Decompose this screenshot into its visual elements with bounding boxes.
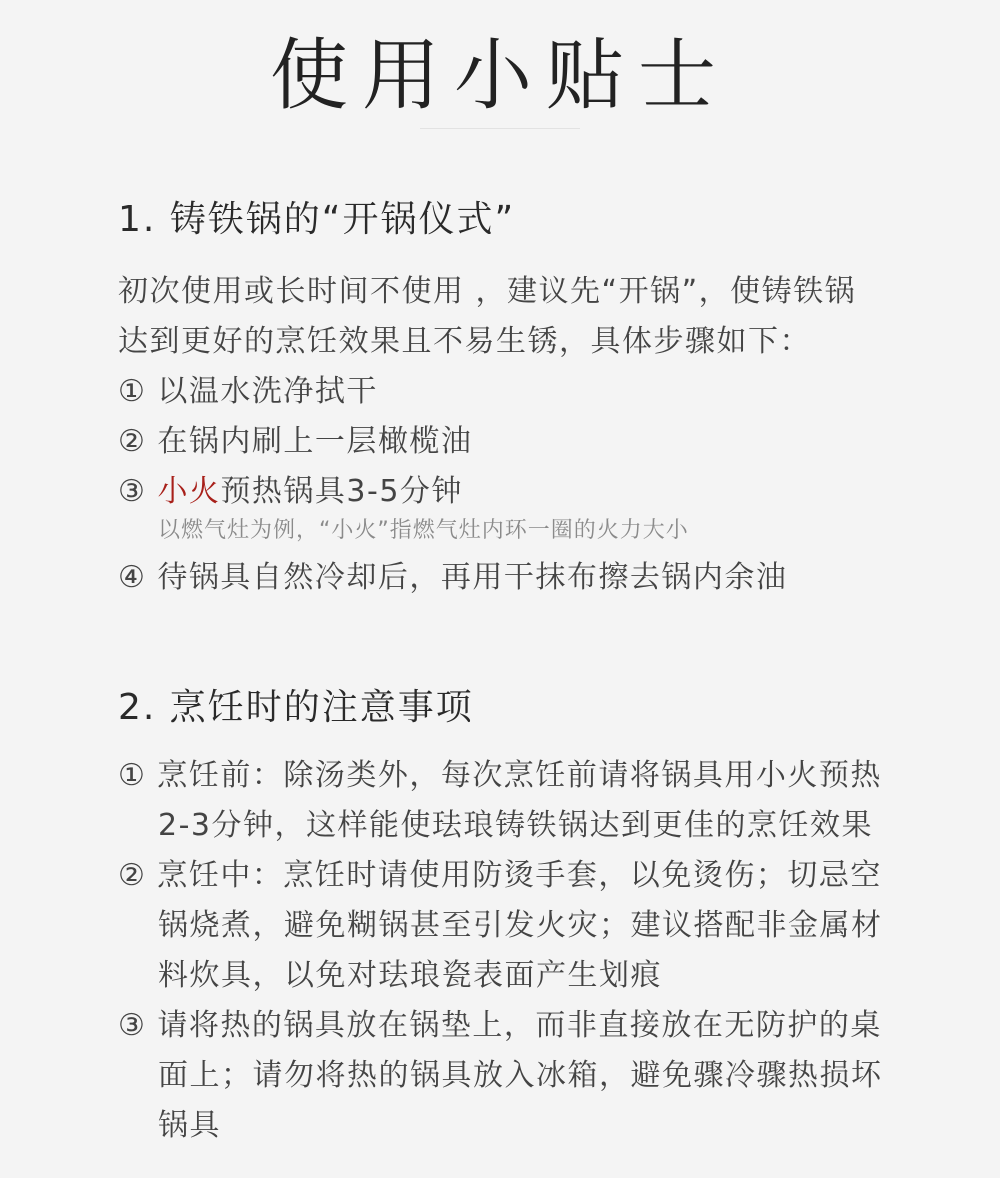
seasoning-step-1: ① 以温水洗净拭干 bbox=[118, 374, 378, 409]
intro-line-1: 初次使用或长时间不使用 ，建议先“开锅”，使铸铁锅 bbox=[118, 274, 857, 309]
cooking-note-2-line-1: ② 烹饪中：烹饪时请使用防烫手套，以免烫伤；切忌空 bbox=[118, 858, 882, 893]
seasoning-step-3 bbox=[118, 472, 463, 512]
cooking-note-2-line-3: 料炊具，以免对珐琅瓷表面产生划痕 bbox=[158, 958, 662, 993]
cooking-note-2-line-2: 锅烧煮，避免糊锅甚至引发火灾；建议搭配非金属材 bbox=[158, 908, 883, 943]
cooking-note-3-line-2: 面上；请勿将热的锅具放入冰箱，避免骤冷骤热损坏 bbox=[158, 1058, 883, 1093]
seasoning-step-3-note: 以燃气灶为例，“小火”指燃气灶内环一圈的火力大小 bbox=[158, 518, 689, 543]
cooking-note-1-line-2: 2-3分钟，这样能使珐琅铸铁锅达到更佳的烹饪效果 bbox=[158, 808, 873, 843]
section-heading-cooking-notes: 2. 烹饪时的注意事项 bbox=[118, 687, 474, 728]
title-divider bbox=[420, 128, 580, 129]
cooking-note-1-line-1: ① 烹饪前：除汤类外，每次烹饪前请将锅具用小火预热 bbox=[118, 758, 882, 793]
cooking-note-3-line-3: 锅具 bbox=[158, 1108, 221, 1143]
seasoning-step-4: ④ 待锅具自然冷却后，再用干抹布擦去锅内余油 bbox=[118, 560, 788, 595]
seasoning-step-2: ② 在锅内刷上一层橄榄油 bbox=[118, 424, 473, 459]
step-3-emphasis: 小火 bbox=[157, 474, 221, 509]
step-3-text: 预热锅具3-5分钟 bbox=[220, 474, 463, 509]
page-title: 使用小贴士 bbox=[269, 31, 730, 121]
intro-line-2: 达到更好的烹饪效果且不易生锈，具体步骤如下： bbox=[118, 324, 811, 359]
cooking-note-3-line-1: ③ 请将热的锅具放在锅垫上，而非直接放在无防护的桌 bbox=[118, 1008, 882, 1043]
section-heading-seasoning: 1. 铸铁锅的“开锅仪式” bbox=[118, 199, 516, 240]
step-3-number: ③ bbox=[118, 474, 158, 509]
